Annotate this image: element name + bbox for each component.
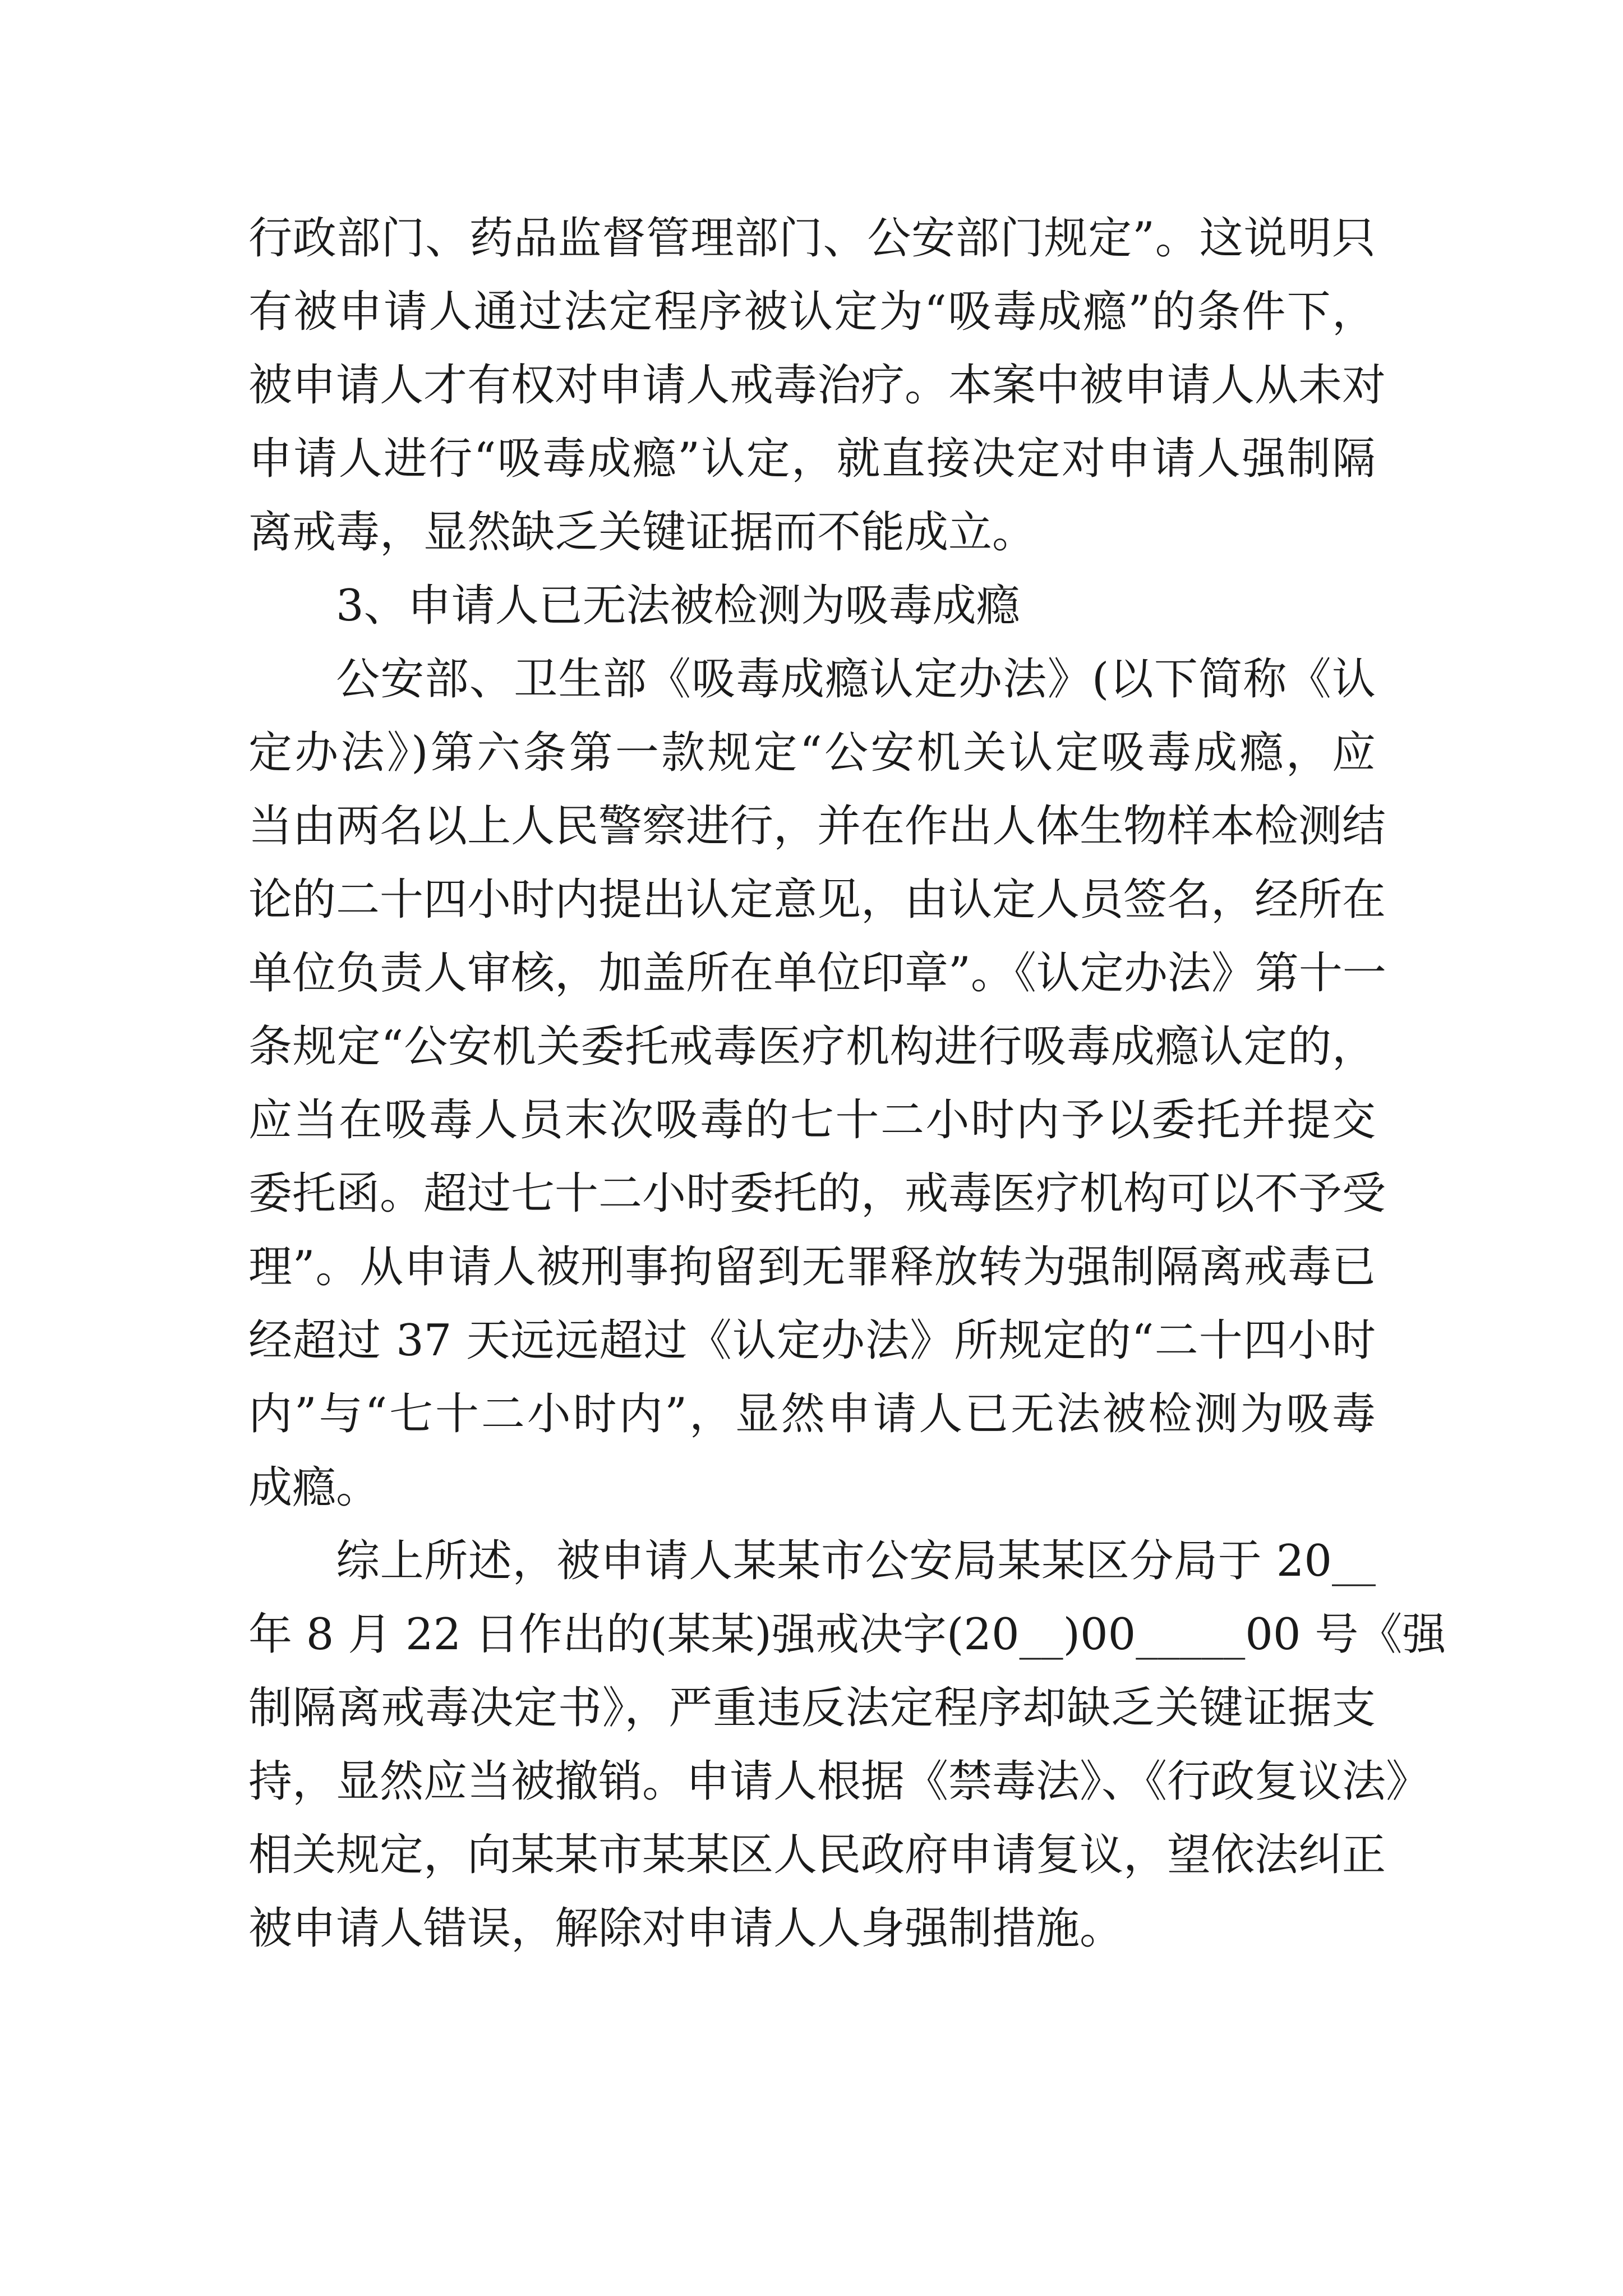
text-line-4: 申请人进行“吸毒成瘾”认定，就直接决定对申请人强制隔 bbox=[248, 434, 1376, 484]
text-line-15: 理”。从申请人被刑事拘留到无罪释放转为强制隔离戒毒已 bbox=[248, 1242, 1376, 1292]
text-line-16: 经超过 37 天远远超过《认定办法》所规定的“二十四小时 bbox=[248, 1315, 1376, 1366]
text-line-24: 被申请人错误，解除对申请人人身强制措施。 bbox=[248, 1903, 1124, 1954]
text-line-3: 被申请人才有权对申请人戒毒治疗。本案中被申请人从未对 bbox=[248, 360, 1386, 411]
text-line-11: 单位负责人审核，加盖所在单位印章”。《认定办法》第十一 bbox=[248, 948, 1386, 999]
text-line-8: 定办法》)第六条第一款规定“公安机关认定吸毒成瘾，应 bbox=[248, 728, 1376, 778]
text-line-19: 综上所述，被申请人某某市公安局某某区分局于 20__ bbox=[336, 1536, 1376, 1586]
text-line-14: 委托函。超过七十二小时委托的，戒毒医疗机构可以不予受 bbox=[248, 1168, 1386, 1219]
text-line-7: 公安部、卫生部《吸毒成瘾认定办法》(以下简称《认 bbox=[336, 654, 1376, 705]
text-line-1: 行政部门、药品监督管理部门、公安部门规定”。这说明只 bbox=[248, 213, 1376, 264]
text-line-5: 离戒毒，显然缺乏关键证据而不能成立。 bbox=[248, 507, 1036, 558]
section-heading-3: 3、申请人已无法被检测为吸毒成瘾 bbox=[336, 581, 1020, 631]
text-line-21: 制隔离戒毒决定书》，严重违反法定程序却缺乏关键证据支 bbox=[248, 1683, 1376, 1733]
text-line-9: 当由两名以上人民警察进行，并在作出人体生物样本检测结 bbox=[248, 801, 1386, 852]
text-line-10: 论的二十四小时内提出认定意见，由认定人员签名，经所在 bbox=[248, 875, 1386, 925]
text-line-13: 应当在吸毒人员末次吸毒的七十二小时内予以委托并提交 bbox=[248, 1095, 1376, 1145]
text-line-18: 成瘾。 bbox=[248, 1462, 380, 1513]
text-line-23: 相关规定，向某某市某某区人民政府申请复议，望依法纠正 bbox=[248, 1830, 1386, 1880]
text-line-22: 持，显然应当被撤销。申请人根据《禁毒法》、《行政复议法》 bbox=[248, 1756, 1430, 1807]
text-line-20: 年 8 月 22 日作出的(某某)强戒决字(20__)00_____00 号《强 bbox=[248, 1609, 1446, 1660]
text-line-2: 有被申请人通过法定程序被认定为“吸毒成瘾”的条件下， bbox=[248, 287, 1376, 337]
text-line-17: 内”与“七十二小时内”，显然申请人已无法被检测为吸毒 bbox=[248, 1389, 1376, 1439]
text-line-12: 条规定“公安机关委托戒毒医疗机构进行吸毒成瘾认定的， bbox=[248, 1022, 1376, 1072]
